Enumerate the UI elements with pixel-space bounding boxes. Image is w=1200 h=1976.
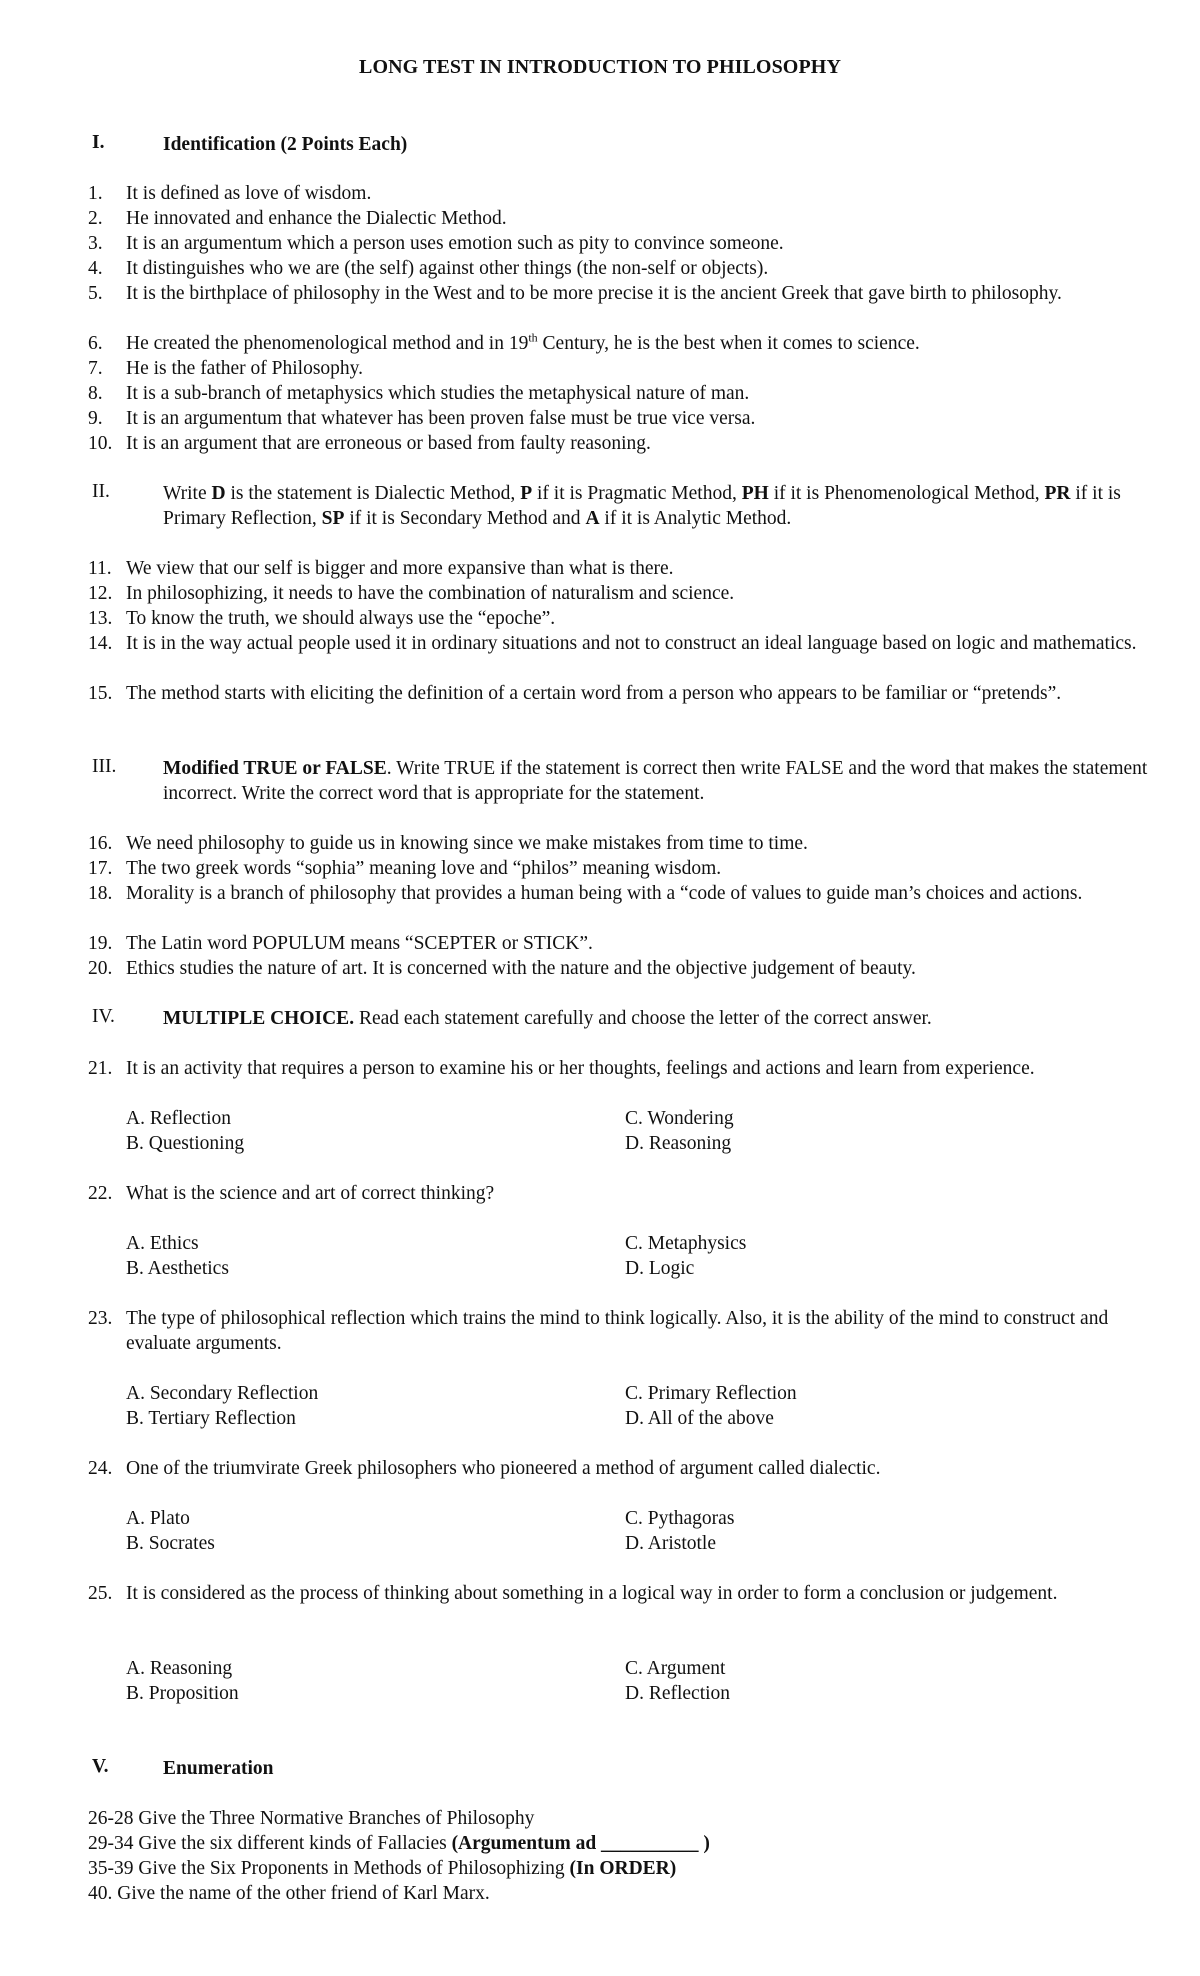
item-number: 1. [88,183,103,204]
item-number: 9. [88,408,103,429]
section-number: II. [92,481,110,502]
section-heading: MULTIPLE CHOICE. [163,1008,355,1029]
section-number: V. [92,1756,109,1777]
item-number: 19. [88,933,113,954]
choice-c: C. Wondering [625,1108,734,1129]
list-item [88,831,1158,856]
choice-d: D. Aristotle [625,1533,716,1554]
enum-text: 35-39 Give the Six Proponents in Methods of Philosophizing [88,1858,570,1879]
question [88,1306,1158,1356]
enum-item [88,1831,710,1856]
code-ph: PH [741,483,769,504]
enum-bold-text: (Argumentum ad __________ ) [451,1833,710,1854]
enum-item: 26-28 Give the Three Normative Branches of Philosophy [88,1808,535,1829]
list-item [88,606,1158,631]
choice-b: B. Questioning [126,1133,245,1154]
list-item [88,381,1158,406]
item-text: The two greek words “sophia” meaning love and “philos” meaning wisdom. [126,858,722,879]
list-item [88,256,1158,281]
item-number: 7. [88,358,103,379]
list-item [88,406,1158,431]
item-text: It is an argument that are erroneous or based from faulty reasoning. [126,433,651,454]
item-text: It is an argumentum which a person uses emotion such as pity to convince someone. [126,233,784,254]
list-item [88,631,1158,656]
section-heading: Enumeration [163,1758,274,1779]
list-item [88,431,1158,456]
choice-d: D. Reasoning [625,1133,732,1154]
section-instructions [163,1006,1153,1031]
choice-d: D. Reflection [625,1683,731,1704]
item-text: It is defined as love of wisdom. [126,183,372,204]
code-d: D [211,483,226,504]
item-text: It is the birthplace of philosophy in the West and to be more precise it is the ancient Greek that gave birth to philosophy. [126,283,1062,304]
enum-text: 29-34 Give the six different kinds of Fallacies [88,1833,452,1854]
list-item [88,281,1158,306]
item-text: It distinguishes who we are (the self) against other things (the non-self or objects). [126,258,769,279]
choice-c: C. Metaphysics [625,1233,747,1254]
question [88,1181,1158,1206]
question-text: One of the triumvirate Greek philosophers who pioneered a method of argument called dialectic. [126,1458,881,1479]
item-number: 21. [88,1058,113,1079]
section-instructions [163,481,1153,531]
question-text: It is considered as the process of thinking about something in a logical way in order to form a conclusion or judgement. [126,1583,1058,1604]
list-item [88,331,1158,356]
item-text: To know the truth, we should always use the “epoche”. [126,608,556,629]
item-number: 4. [88,258,103,279]
list-item [88,681,1158,706]
item-text: It is an argumentum that whatever has been proven false must be true vice versa. [126,408,756,429]
item-number: 12. [88,583,113,604]
choice-b: B. Socrates [126,1533,215,1554]
item-number: 25. [88,1583,113,1604]
choice-a: A. Ethics [126,1233,199,1254]
choice-b: B. Aesthetics [126,1258,229,1279]
list-item [88,356,1158,381]
item-number: 2. [88,208,103,229]
item-text-part: He created the phenomenological method and in 19 [126,333,529,354]
instr-text: if it is Analytic Method. [599,508,792,529]
item-text: We view that our self is bigger and more expansive than what is there. [126,558,674,579]
section-heading: Modified TRUE or FALSE [163,758,387,779]
choice-a: A. Reflection [126,1108,232,1129]
item-text [126,331,1158,356]
question [88,1581,1158,1606]
choice-d: D. Logic [625,1258,695,1279]
choice-c: C. Primary Reflection [625,1383,797,1404]
item-number: 18. [88,883,113,904]
item-text: The Latin word POPULUM means “SCEPTER or STICK”. [126,933,593,954]
choice-a: A. Reasoning [126,1658,233,1679]
item-text: It is in the way actual people used it in ordinary situations and not to construct an ideal language based on logic and mathematics. [126,633,1137,654]
choice-a: A. Secondary Reflection [126,1383,319,1404]
item-text: In philosophizing, it needs to have the combination of naturalism and science. [126,583,735,604]
enum-item [88,1856,676,1881]
question-text: The type of philosophical reflection which trains the mind to think logically. Also, it is the ability of the mind to construct and evaluate arguments. [126,1308,1109,1354]
item-text: We need philosophy to guide us in knowing since we make mistakes from time to time. [126,833,808,854]
item-number: 10. [88,433,113,454]
item-number: 13. [88,608,113,629]
choice-c: C. Argument [625,1658,726,1679]
item-text: Morality is a branch of philosophy that provides a human being with a “code of values to guide man’s choices and actions. [126,883,1083,904]
instr-text: is the statement is Dialectic Method, [225,483,521,504]
choice-a: A. Plato [126,1508,190,1529]
code-a: A [585,508,600,529]
list-item [88,881,1158,906]
code-pr: PR [1044,483,1071,504]
section-number: IV. [92,1006,115,1027]
code-p: P [520,483,533,504]
instr-text: if it is Secondary Method and [344,508,586,529]
list-item [88,856,1158,881]
choice-c: C. Pythagoras [625,1508,735,1529]
item-number: 11. [88,558,112,579]
item-text: He innovated and enhance the Dialectic Method. [126,208,507,229]
item-number: 23. [88,1308,113,1329]
question [88,1056,1158,1081]
question-text: What is the science and art of correct thinking? [126,1183,495,1204]
instr-text: if it is Primary Reflection, [163,483,1121,529]
superscript: th [528,330,538,345]
question-text: It is an activity that requires a person to examine his or her thoughts, feelings and actions and learn from experience. [126,1058,1035,1079]
item-text: The method starts with eliciting the definition of a certain word from a person who appears to be familiar or “pretends”. [126,683,1062,704]
list-item [88,931,1158,956]
item-number: 8. [88,383,103,404]
list-item [88,956,1158,981]
item-number: 22. [88,1183,113,1204]
instr-text: if it is Pragmatic Method, [532,483,742,504]
list-item [88,581,1158,606]
instr-text: . Write TRUE if the statement is correct then write FALSE and the word that makes the statement incorrect. Write the correct word that is appropriate for the statement. [163,758,1148,804]
choice-b: B. Proposition [126,1683,239,1704]
code-sp: SP [321,508,345,529]
enum-item: 40. Give the name of the other friend of Karl Marx. [88,1883,490,1904]
section-number: III. [92,756,117,777]
list-item [88,181,1158,206]
item-text-part: Century, he is the best when it comes to science. [537,333,920,354]
section-heading: Identification (2 Points Each) [163,134,408,155]
instr-text: Write [163,483,212,504]
item-number: 16. [88,833,113,854]
choice-d: D. All of the above [625,1408,774,1429]
page-title: LONG TEST IN INTRODUCTION TO PHILOSOPHY [359,56,841,78]
question [88,1456,1158,1481]
list-item [88,206,1158,231]
item-number: 20. [88,958,113,979]
item-number: 17. [88,858,113,879]
item-text: Ethics studies the nature of art. It is concerned with the nature and the objective judgement of beauty. [126,958,916,979]
choice-b: B. Tertiary Reflection [126,1408,296,1429]
enum-bold-text: (In ORDER) [569,1858,677,1879]
list-item [88,231,1158,256]
item-number: 3. [88,233,103,254]
item-number: 6. [88,333,103,354]
instr-text: if it is Phenomenological Method, [768,483,1045,504]
item-number: 24. [88,1458,113,1479]
item-text: He is the father of Philosophy. [126,358,364,379]
instr-text: Read each statement carefully and choose the letter of the correct answer. [354,1008,932,1029]
item-number: 15. [88,683,113,704]
item-number: 5. [88,283,103,304]
section-instructions [163,756,1153,806]
item-number: 14. [88,633,113,654]
list-item [88,556,1158,581]
item-text: It is a sub-branch of metaphysics which studies the metaphysical nature of man. [126,383,750,404]
section-number: I. [92,132,105,153]
